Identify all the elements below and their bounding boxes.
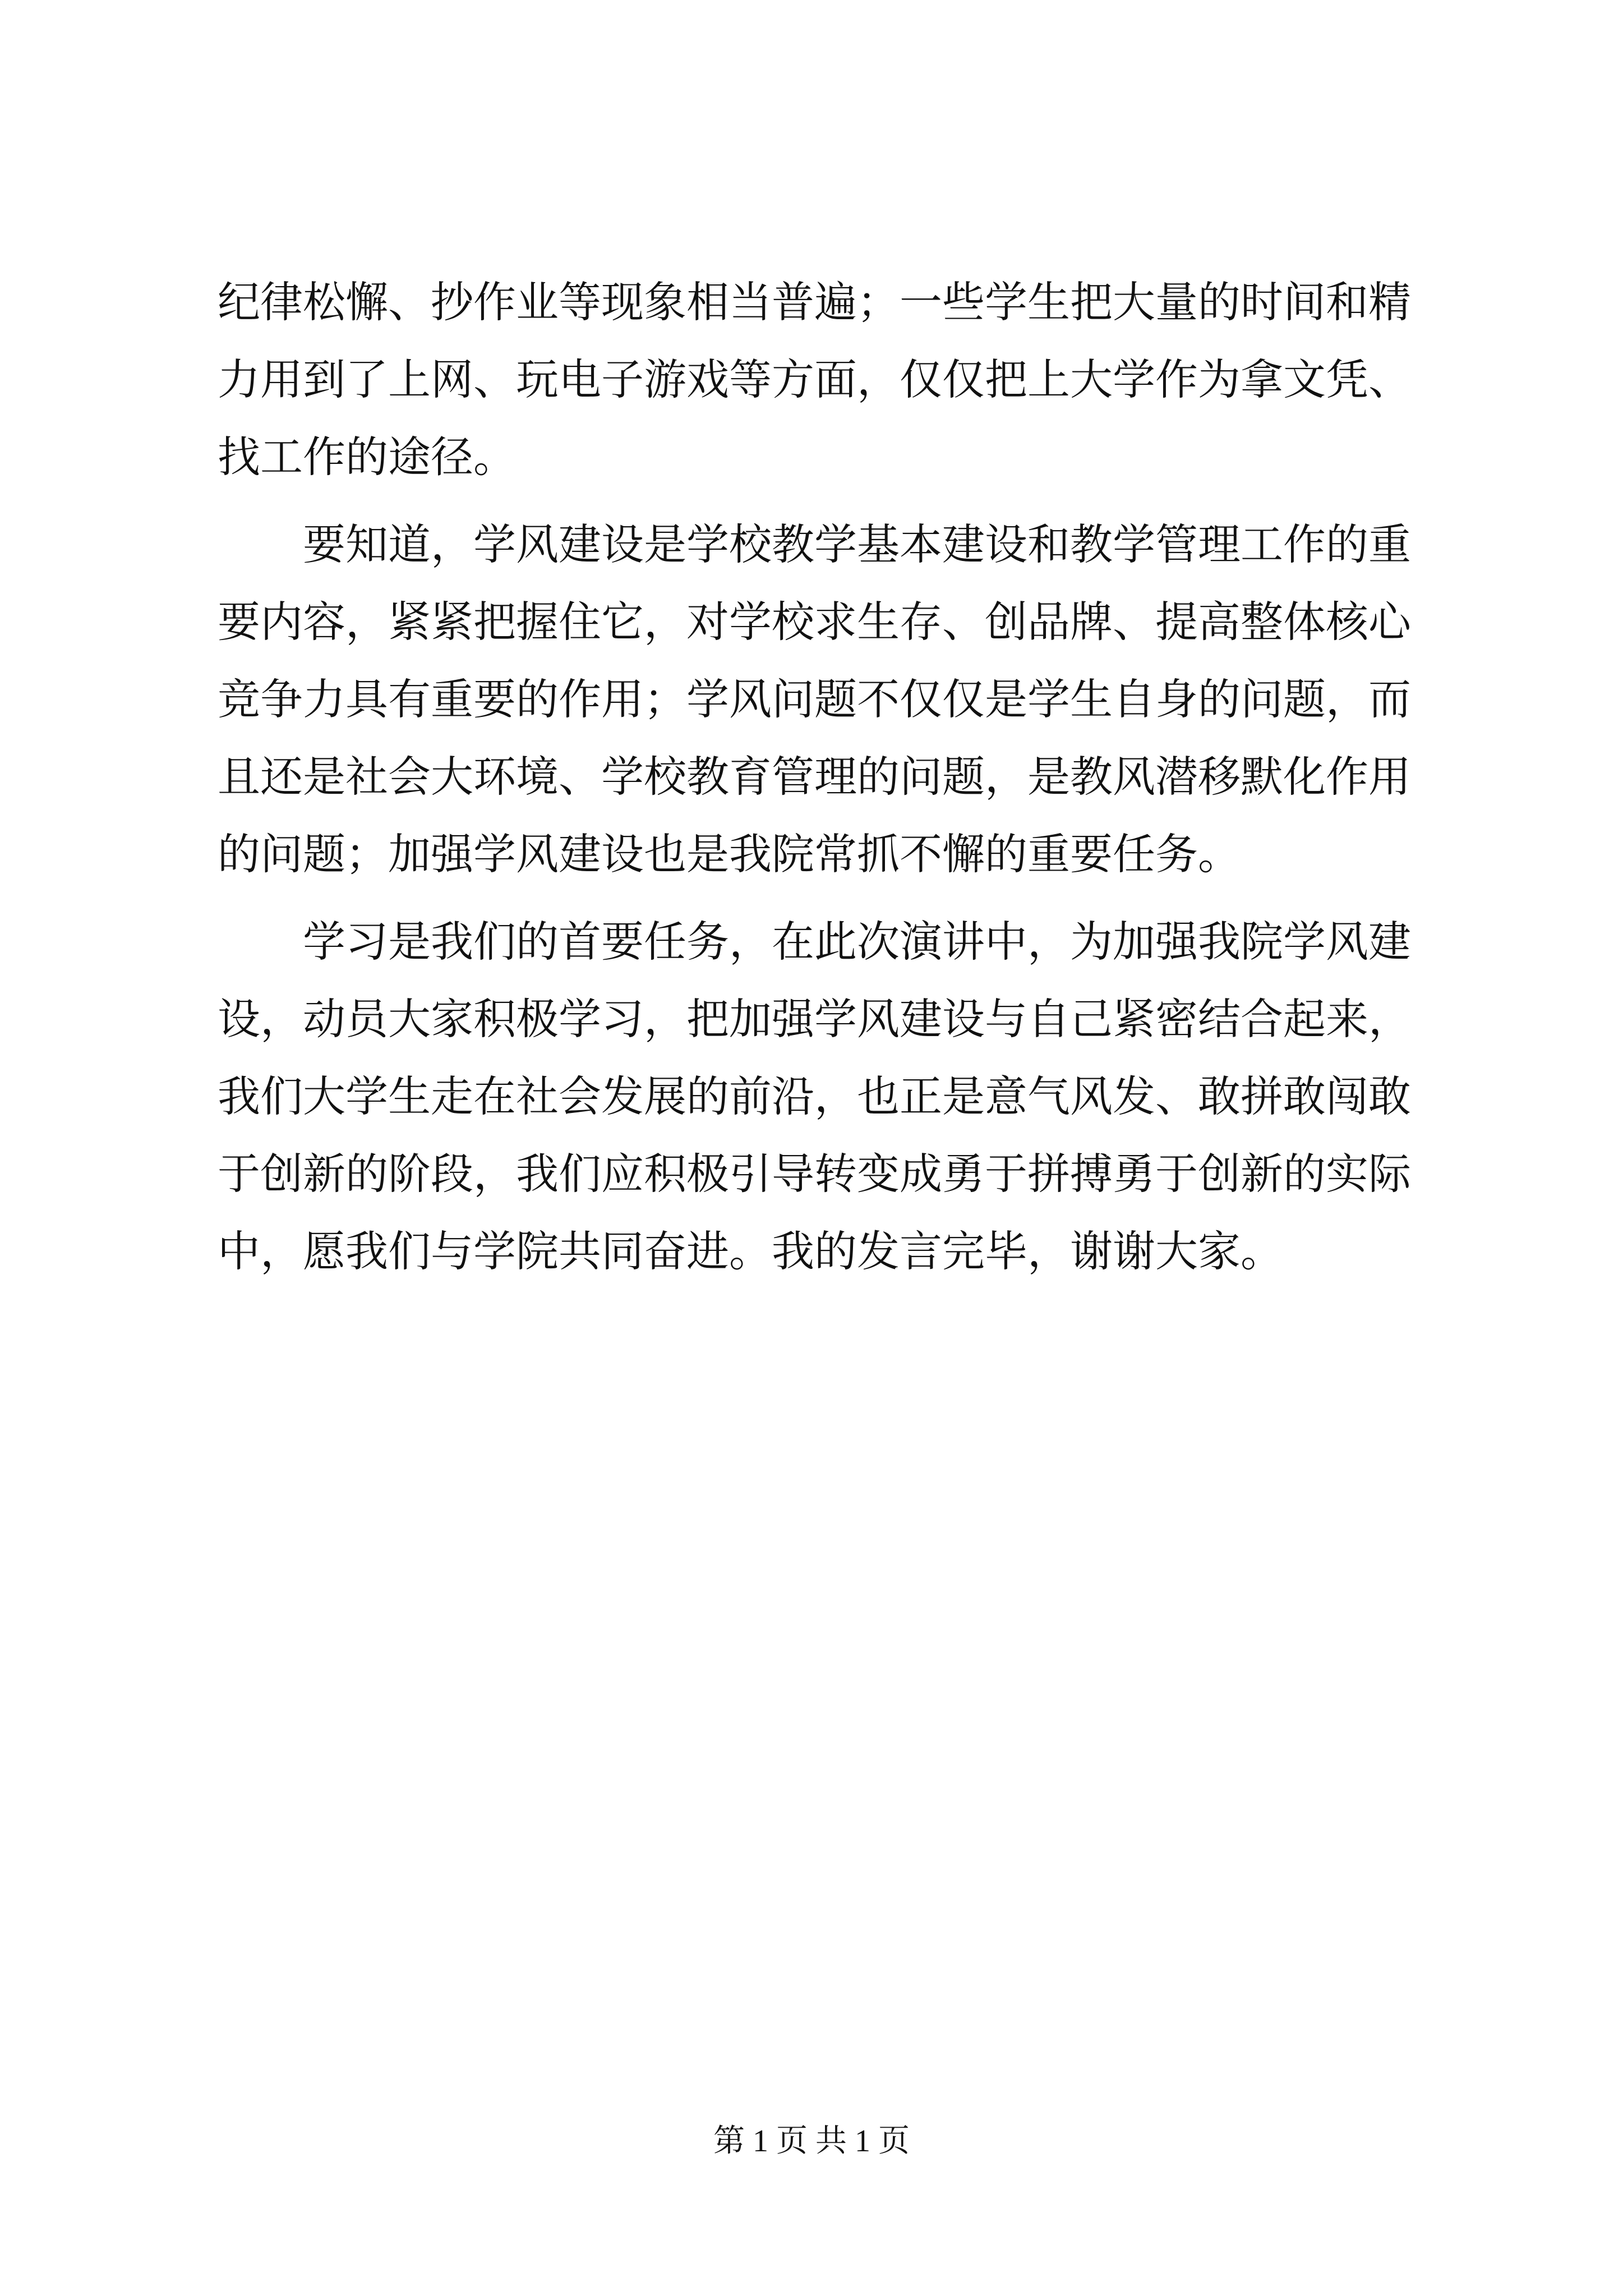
paragraph-spacer: [218, 893, 1418, 903]
paragraph-line: 中，愿我们与学院共同奋进。我的发言完毕，谢谢大家。: [218, 1226, 1283, 1276]
paragraph-line: 纪律松懈、抄作业等现象相当普遍；一些学生把大量的时间和精: [218, 277, 1411, 327]
document-body: [218, 264, 1418, 1290]
paragraph-line: 要知道，学风建设是学校教学基本建设和教学管理工作的重: [303, 519, 1411, 569]
paragraph-line: 竞争力具有重要的作用；学风问题不仅仅是学生自身的问题，而: [218, 674, 1411, 724]
paragraph-line: 找工作的途径。: [218, 432, 516, 482]
paragraph-2: [218, 506, 1418, 893]
paragraph-line: 设，动员大家积极学习，把加强学风建设与自己紧密结合起来，: [218, 994, 1411, 1044]
paragraph-spacer: [218, 496, 1418, 506]
paragraph-1: [218, 264, 1418, 496]
paragraph-line: 力用到了上网、玩电子游戏等方面，仅仅把上大学作为拿文凭、: [218, 355, 1411, 404]
page-number-footer: 第 1 页 共 1 页: [713, 2124, 910, 2159]
paragraph-line: 且还是社会大环境、学校教育管理的问题，是教风潜移默化作用: [218, 752, 1411, 802]
paragraph-line: 于创新的阶段，我们应积极引导转变成勇于拼搏勇于创新的实际: [218, 1149, 1411, 1199]
paragraph-line: 的问题；加强学风建设也是我院常抓不懈的重要任务。: [218, 829, 1241, 879]
paragraph-line: 学习是我们的首要任务，在此次演讲中，为加强我院学风建: [303, 917, 1411, 967]
paragraph-line: 我们大学生走在社会发展的前沿，也正是意气风发、敢拼敢闯敢: [218, 1071, 1411, 1121]
paragraph-line: 要内容，紧紧把握住它，对学校求生存、创品牌、提高整体核心: [218, 597, 1411, 647]
paragraph-3: [218, 903, 1418, 1290]
